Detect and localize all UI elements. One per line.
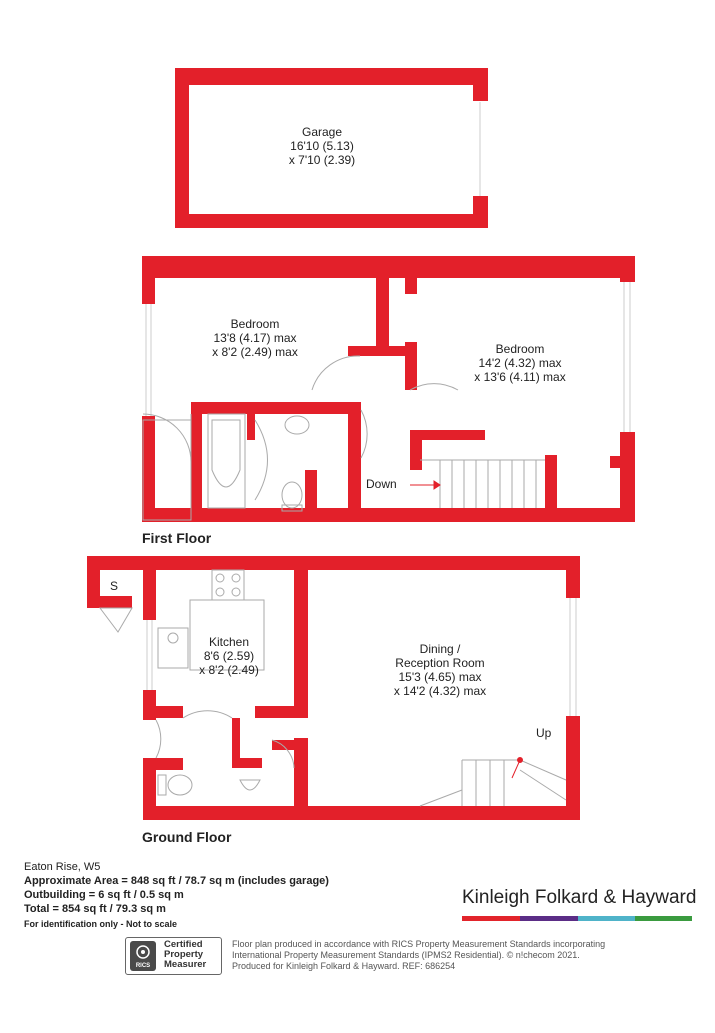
room-dimension: 16'10 (5.13): [290, 139, 354, 153]
rics-line: Measurer: [164, 959, 207, 970]
room-dimension: 14'2 (4.32) max: [478, 356, 562, 370]
room-dimension: x 8'2 (2.49): [199, 663, 259, 677]
first-floor-label: First Floor: [142, 530, 212, 546]
disclaimer-line: International Property Measurement Standards (IPMS2 Residential). © n!checom 2021.: [232, 950, 580, 960]
walls: [87, 68, 635, 820]
outbuilding-area: Outbuilding = 6 sq ft / 0.5 sq m: [24, 889, 184, 901]
room-dimension: x 7'10 (2.39): [288, 153, 356, 167]
toilet-icon: [168, 775, 192, 795]
toilet-icon: [282, 482, 302, 508]
store-door: [100, 608, 132, 632]
room-name: Kitchen: [208, 635, 250, 649]
room-name: Bedroom: [230, 317, 280, 331]
scale-note: For identification only - Not to scale: [24, 919, 178, 929]
rics-logo-icon: [130, 941, 156, 971]
disclaimer: [232, 939, 612, 972]
room-dimension: 13'8 (4.17) max: [213, 331, 297, 345]
total-area: Total = 854 sq ft / 79.3 sq m: [24, 903, 166, 915]
door-swing: [361, 410, 367, 458]
room-label-bedroom-1: [180, 317, 330, 359]
bath-icon: [208, 414, 245, 508]
shower-screen-icon: [255, 420, 268, 500]
hob-icon: [212, 570, 244, 600]
stairs-ground-floor: [420, 760, 566, 806]
room-dimension: x 14'2 (4.32) max: [393, 684, 487, 698]
agent-brand-name: Kinleigh Folkard & Hayward: [462, 887, 697, 908]
rics-badge: [125, 937, 222, 975]
brand-color-bar: [462, 916, 692, 921]
fixtures: [100, 356, 566, 806]
address: Eaton Rise, W5: [24, 861, 101, 873]
room-label-dining: [365, 642, 515, 698]
rics-logo-text: RICS: [135, 963, 151, 969]
room-label-kitchen: [179, 635, 279, 677]
room-name: Reception Room: [395, 656, 485, 670]
room-name: Dining /: [419, 642, 461, 656]
room-label-bedroom-2: [440, 342, 600, 384]
property-info: [24, 860, 329, 931]
room-name: Bedroom: [495, 342, 545, 356]
rics-line: Property: [164, 949, 204, 960]
door-swing: [410, 384, 458, 390]
disclaimer-line: Floor plan produced in accordance with RICS Property Measurement Standards incorporating: [232, 939, 606, 949]
room-name: Garage: [301, 125, 343, 139]
rics-certification-text: [164, 940, 206, 970]
basin-icon: [285, 416, 309, 434]
door-swing: [312, 356, 360, 390]
door-swing: [183, 711, 232, 718]
basin-icon: [240, 780, 260, 790]
bath-basin-icon: [212, 420, 240, 487]
rics-line: Certified: [164, 939, 203, 950]
stair-arrows: [410, 481, 523, 778]
room-dimension: 8'6 (2.59): [203, 649, 255, 663]
room-dimension: x 13'6 (4.11) max: [474, 370, 566, 384]
door-swing: [156, 720, 161, 758]
store-label: S: [110, 579, 119, 593]
stairs-up-label: Up: [536, 726, 552, 740]
ground-floor-label: Ground Floor: [142, 829, 232, 845]
room-label-garage: [262, 125, 382, 167]
approx-area: Approximate Area = 848 sq ft / 78.7 sq m (includes garage): [24, 875, 329, 887]
disclaimer-line: Produced for Kinleigh Folkard & Hayward. REF: 686254: [232, 961, 456, 971]
room-dimension: 15'3 (4.65) max: [398, 670, 482, 684]
stairs-down-label: Down: [366, 477, 397, 491]
room-dimension: x 8'2 (2.49) max: [212, 345, 298, 359]
